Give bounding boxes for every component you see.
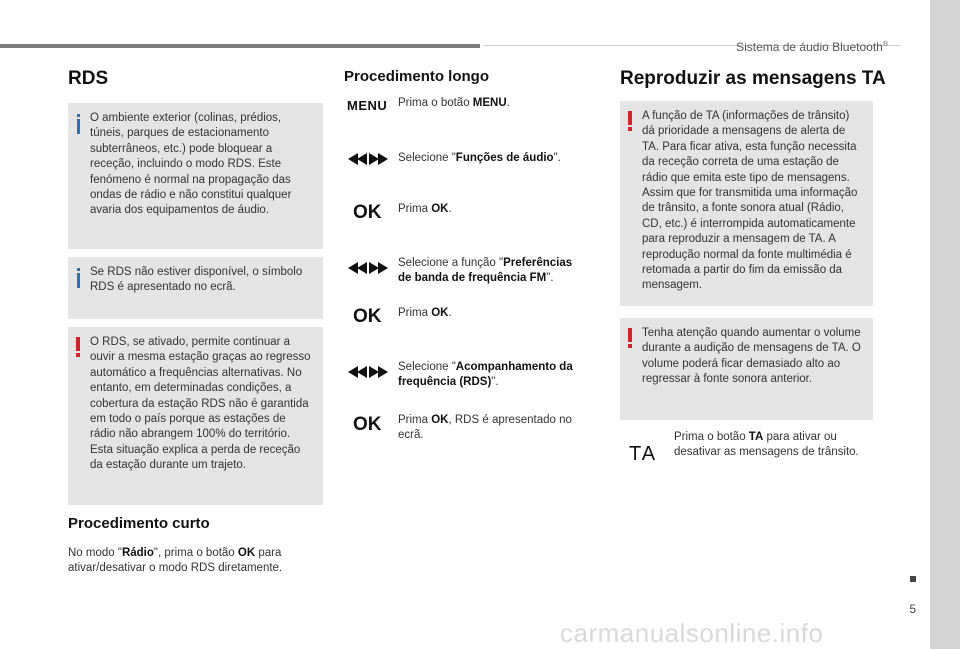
long-step-2: Selecione "Funções de áudio". bbox=[398, 152, 561, 164]
long-step-6: Selecione "Acompanhamento da frequência (RDS)". bbox=[398, 361, 573, 389]
rds-warning-text: O RDS, se ativado, permite continuar a ouvir a mesma estação graças ao regresso automático a frequências alternativas. No entanto, em determinadas condições, a cobertura da estação RDS não é garantida em todo o país porque as estações de rádio não abrangem 100% do território. Esta situação explica a perda de receção da estação durante um trajeto. bbox=[90, 336, 311, 472]
ta-warning-box-2 bbox=[620, 318, 873, 420]
rds-info-text-1: O ambiente exterior (colinas, prédios, túneis, parques de estacionamento subterrâneos, etc.) pode bloquear a receção, incluindo o modo RDS. Este fenómeno é normal na propagação das ondas de rádio e não constitui qualquer avaria dos equipamentos de áudio. bbox=[90, 112, 292, 217]
ta-button-icon: TA bbox=[629, 443, 658, 465]
rds-info-box-2 bbox=[68, 257, 323, 319]
long-procedure-title: Procedimento longo bbox=[344, 68, 490, 85]
rds-title: RDS bbox=[68, 68, 109, 89]
arrows-icon bbox=[348, 262, 388, 274]
long-step-3: Prima OK. bbox=[398, 203, 452, 215]
rds-info-text-2: Se RDS não estiver disponível, o símbolo RDS é apresentado no ecrã. bbox=[90, 266, 303, 294]
ta-title: Reproduzir as mensagens TA bbox=[620, 68, 886, 89]
warning-icon bbox=[628, 111, 632, 131]
ta-warning-text-2: Tenha atenção quando aumentar o volume durante a audição de mensagens de TA. O volume poderá ficar demasiado alto ao regressar à fonte sonora anterior. bbox=[642, 327, 861, 386]
warning-icon bbox=[628, 328, 632, 348]
rds-warning-box bbox=[68, 327, 323, 505]
watermark: carmanualsonline.info bbox=[560, 618, 824, 648]
header-rule bbox=[0, 44, 480, 48]
info-icon bbox=[77, 114, 80, 134]
warning-icon bbox=[76, 337, 80, 357]
long-step-7: Prima OK, RDS é apresentado no ecrã. bbox=[398, 414, 572, 442]
long-step-1: Prima o botão MENU. bbox=[398, 97, 510, 109]
arrows-icon bbox=[348, 366, 388, 378]
section-end-mark bbox=[910, 576, 916, 582]
page-number: 5 bbox=[909, 602, 916, 616]
ta-warning-box-1 bbox=[620, 101, 873, 306]
info-icon bbox=[77, 268, 80, 288]
side-strip bbox=[930, 0, 960, 649]
ta-instruction: Prima o botão TA para ativar ou desativar as mensagens de trânsito. bbox=[674, 431, 859, 459]
short-procedure-text: No modo "Rádio", prima o botão OK para ativar/desativar o modo RDS diretamente. bbox=[68, 547, 283, 575]
ok-button-icon: OK bbox=[353, 202, 382, 223]
long-step-4: Selecione a função "Preferências de banda de frequência FM". bbox=[398, 257, 573, 285]
long-step-5: Prima OK. bbox=[398, 307, 452, 319]
rds-info-box-1 bbox=[68, 103, 323, 249]
ta-warning-text-1: A função de TA (informações de trânsito) dá prioridade a mensagens de alerta de TA. Para ficar ativa, esta função necessita da receção correta de uma estação de rádio que emita este tipo de mensagens. Assim que for transmitida uma informação de trânsito, a fonte sonora atual (Rádio, CD, etc.) é interrompida automaticamente para reproduzir a mensagem de TA. A reprodução normal da fonte multimédia é retomada a partir do fim da emissão da mensagem. bbox=[642, 110, 858, 292]
page-header-title: Sistema de áudio Bluetooth® bbox=[736, 40, 888, 54]
menu-button-icon: MENU bbox=[347, 98, 388, 113]
short-procedure-title: Procedimento curto bbox=[68, 515, 210, 532]
ok-button-icon: OK bbox=[353, 414, 382, 435]
arrows-icon bbox=[348, 153, 388, 165]
ok-button-icon: OK bbox=[353, 306, 382, 327]
